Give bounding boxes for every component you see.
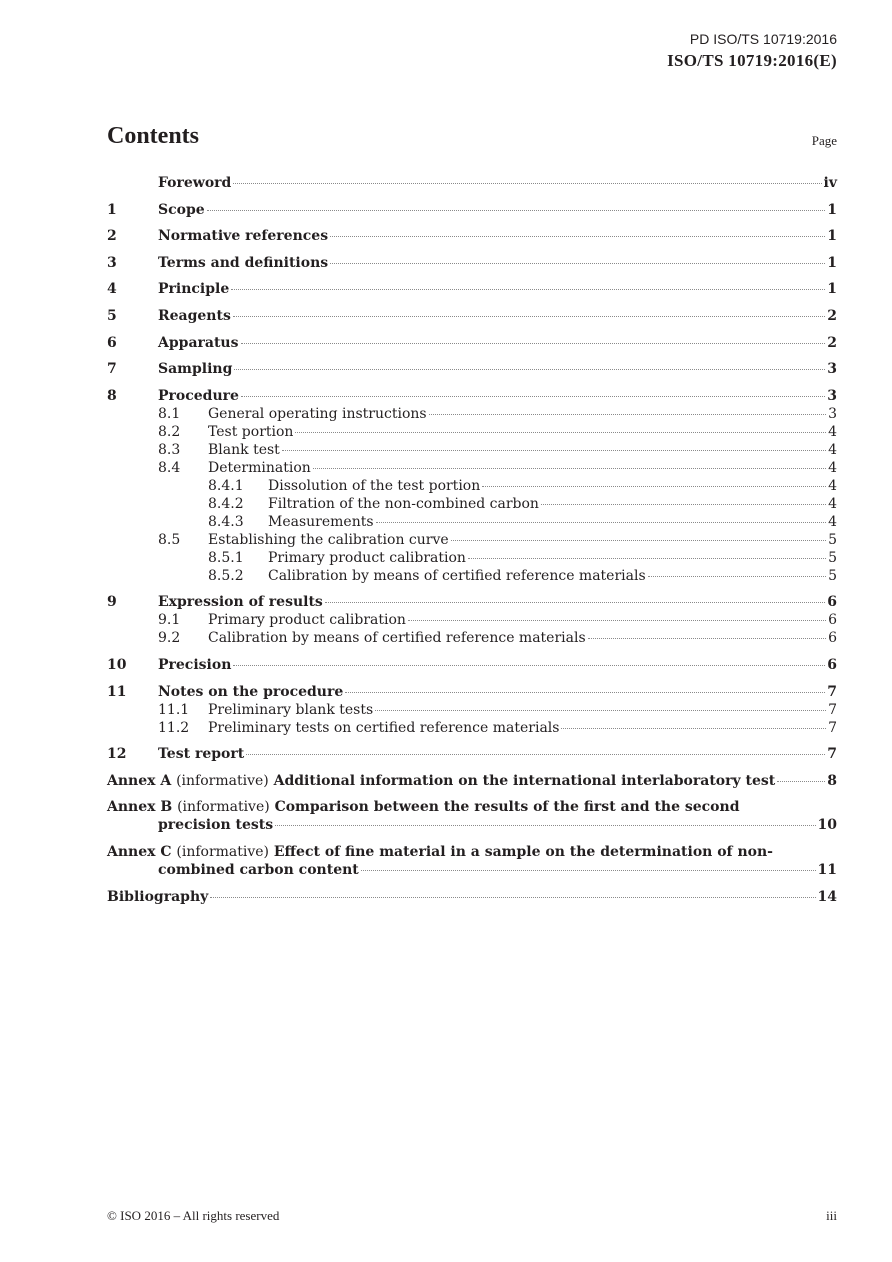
section-number: 2 <box>107 228 117 245</box>
section-number: 5 <box>107 307 117 324</box>
section-title[interactable]: Measurements <box>268 513 374 530</box>
toc-entry[interactable] <box>107 549 837 567</box>
page-reference: 7 <box>827 746 837 763</box>
section-title[interactable]: Preliminary tests on certified reference materials <box>208 719 560 736</box>
section-title[interactable]: Apparatus <box>158 334 239 351</box>
page-reference: 4 <box>828 459 837 476</box>
page-reference: 3 <box>828 405 837 422</box>
page-reference: 7 <box>827 683 837 700</box>
dot-leader <box>330 263 825 264</box>
toc-entry[interactable] <box>107 360 837 378</box>
page-reference: 4 <box>828 477 837 494</box>
dot-leader <box>210 897 815 898</box>
section-title[interactable]: Determination <box>208 459 311 476</box>
dot-leader <box>295 432 826 433</box>
page-reference: 6 <box>828 630 837 647</box>
dot-leader <box>241 343 826 344</box>
annex-entry[interactable] <box>107 798 837 834</box>
dot-leader <box>233 183 821 184</box>
toc-entry[interactable] <box>107 531 837 549</box>
annex-title-continuation <box>107 861 837 879</box>
toc-entry[interactable] <box>107 656 837 674</box>
dot-leader <box>246 754 825 755</box>
page-reference: 5 <box>828 531 837 548</box>
dot-leader <box>361 870 816 871</box>
section-title[interactable]: Filtration of the non-combined carbon <box>268 495 539 512</box>
page-number: iii <box>826 1208 837 1223</box>
page-reference: 4 <box>828 441 837 458</box>
section-number: 8.3 <box>158 441 181 458</box>
toc-entry[interactable] <box>107 423 837 441</box>
section-number: 3 <box>107 254 117 271</box>
section-number: 6 <box>107 334 117 351</box>
section-number: 8.5.2 <box>208 567 244 584</box>
page-reference: 10 <box>817 817 837 834</box>
annex-heading-line <box>107 772 837 790</box>
page-reference: 8 <box>827 772 837 789</box>
dot-leader <box>233 316 825 317</box>
dot-leader <box>588 638 826 639</box>
dot-leader <box>376 522 827 523</box>
dot-leader <box>234 369 825 370</box>
section-title[interactable]: Primary product calibration <box>268 549 466 566</box>
toc-entry[interactable] <box>107 611 837 629</box>
section-number: 11.1 <box>158 701 190 718</box>
annex-title[interactable]: precision tests <box>158 817 274 834</box>
page-reference: 4 <box>828 513 837 530</box>
dot-leader <box>408 620 826 621</box>
toc-entry-bibliography[interactable] <box>107 888 837 906</box>
toc-entry[interactable] <box>107 513 837 531</box>
annex-title[interactable]: Additional information on the international interlaboratory test <box>273 772 776 789</box>
annex-type: (informative) <box>176 843 270 860</box>
annex-entry[interactable] <box>107 772 837 790</box>
toc-entry[interactable] <box>107 593 837 611</box>
dot-leader <box>241 396 825 397</box>
section-title[interactable]: Reagents <box>158 307 231 324</box>
dot-leader <box>541 504 826 505</box>
toc-entry[interactable] <box>107 459 837 477</box>
toc-entry[interactable] <box>107 387 837 405</box>
annex-title[interactable]: combined carbon content <box>158 861 359 878</box>
dot-leader <box>375 710 826 711</box>
section-number: 9.1 <box>158 612 181 629</box>
dot-leader <box>561 728 826 729</box>
page-reference: 7 <box>828 719 837 736</box>
annex-label: Annex B <box>107 799 173 816</box>
section-title[interactable]: Primary product calibration <box>208 612 406 629</box>
annex-type: (informative) <box>176 772 269 789</box>
section-title[interactable]: General operating instructions <box>208 405 427 422</box>
page-reference: 5 <box>828 549 837 566</box>
copyright-notice: © ISO 2016 – All rights reserved <box>107 1208 280 1223</box>
section-title[interactable]: Bibliography <box>107 888 209 905</box>
section-title[interactable]: Test portion <box>208 423 294 440</box>
section-title[interactable]: Expression of results <box>158 594 323 611</box>
section-number: 7 <box>107 361 117 378</box>
section-title[interactable]: Precision <box>158 656 232 673</box>
page-column-label: Page <box>811 133 837 148</box>
section-number: 8.4.1 <box>208 477 244 494</box>
toc-entry[interactable] <box>107 745 837 763</box>
dot-leader <box>233 665 825 666</box>
toc-entry[interactable] <box>107 174 837 192</box>
toc-entry[interactable] <box>107 307 837 325</box>
dot-leader <box>325 602 825 603</box>
page-reference: 4 <box>828 495 837 512</box>
toc-entry[interactable] <box>107 683 837 701</box>
dot-leader <box>482 486 826 487</box>
toc-entry[interactable] <box>107 629 837 647</box>
section-number: 9 <box>107 594 117 611</box>
section-number: 11.2 <box>158 719 190 736</box>
section-number: 12 <box>107 746 127 763</box>
contents-title: Contents <box>107 123 200 149</box>
toc-entry[interactable] <box>107 441 837 459</box>
section-number: 8.5 <box>158 531 181 548</box>
page-reference: 4 <box>828 423 837 440</box>
section-number: 8.4.3 <box>208 513 244 530</box>
annex-title-continuation <box>107 816 837 834</box>
section-title[interactable]: Test report <box>158 746 245 763</box>
annex-heading <box>107 772 775 790</box>
page-reference: 6 <box>827 594 837 611</box>
page-reference: 6 <box>827 656 837 673</box>
dot-leader <box>275 825 815 826</box>
document-reference-line1: PD ISO/TS 10719:2016 <box>689 31 837 47</box>
section-title[interactable]: Calibration by means of certified reference materials <box>268 567 646 584</box>
section-title[interactable]: Calibration by means of certified reference materials <box>208 630 586 647</box>
section-number: 4 <box>107 281 117 298</box>
annex-heading-line <box>107 843 837 861</box>
toc-entry[interactable] <box>107 405 837 423</box>
dot-leader <box>648 576 826 577</box>
dot-leader <box>345 692 825 693</box>
page-reference: iv <box>823 175 837 191</box>
page-reference: 1 <box>827 281 837 298</box>
toc-entry[interactable] <box>107 477 837 495</box>
section-title[interactable]: Principle <box>158 281 230 298</box>
section-title[interactable]: Sampling <box>158 361 233 378</box>
page-reference: 14 <box>817 888 837 905</box>
section-number: 1 <box>107 201 117 218</box>
section-number: 9.2 <box>158 630 181 647</box>
section-title[interactable]: Preliminary blank tests <box>208 701 374 718</box>
annex-label: Annex A <box>107 772 172 789</box>
page-reference: 3 <box>827 387 837 404</box>
toc-entry[interactable] <box>107 280 837 298</box>
dot-leader <box>777 781 825 782</box>
annex-label: Annex C <box>107 843 172 860</box>
toc-entry[interactable] <box>107 701 837 719</box>
page-reference: 2 <box>827 307 837 324</box>
page-reference: 7 <box>828 701 837 718</box>
page-reference: 3 <box>827 361 837 378</box>
page-reference: 6 <box>828 612 837 629</box>
annex-type: (informative) <box>177 799 270 816</box>
section-number: 10 <box>107 656 127 673</box>
toc-entry[interactable] <box>107 495 837 513</box>
dot-leader <box>231 289 825 290</box>
toc-entry[interactable] <box>107 227 837 245</box>
annex-entry[interactable] <box>107 843 837 879</box>
annex-heading-line <box>107 798 837 816</box>
dot-leader <box>207 210 826 211</box>
table-of-contents <box>107 174 837 906</box>
section-title[interactable]: Scope <box>158 201 205 218</box>
document-reference-line2: ISO/TS 10719:2016(E) <box>667 51 837 70</box>
section-number: 8.4 <box>158 459 181 476</box>
section-title[interactable]: Blank test <box>208 441 280 458</box>
section-title[interactable]: Foreword <box>158 175 232 191</box>
section-title[interactable]: Terms and definitions <box>158 254 329 271</box>
section-number: 8 <box>107 387 117 404</box>
annex-title[interactable]: Effect of fine material in a sample on the determination of non- <box>273 843 773 860</box>
toc-entry[interactable] <box>107 201 837 219</box>
section-title[interactable]: Procedure <box>158 387 239 404</box>
dot-leader <box>468 558 826 559</box>
section-title[interactable]: Establishing the calibration curve <box>208 531 449 548</box>
section-number: 8.1 <box>158 405 181 422</box>
dot-leader <box>429 414 827 415</box>
toc-entry[interactable] <box>107 334 837 352</box>
page-reference: 11 <box>817 861 837 878</box>
section-number: 8.5.1 <box>208 549 244 566</box>
toc-entry[interactable] <box>107 254 837 272</box>
section-title[interactable]: Notes on the procedure <box>158 683 344 700</box>
section-number: 8.2 <box>158 423 181 440</box>
page-reference: 5 <box>828 567 837 584</box>
section-title[interactable]: Dissolution of the test portion <box>268 477 481 494</box>
section-number: 8.4.2 <box>208 495 244 512</box>
page-reference: 1 <box>827 228 837 245</box>
annex-title[interactable]: Comparison between the results of the first and the second <box>274 799 740 816</box>
section-title[interactable]: Normative references <box>158 228 329 245</box>
page-reference: 2 <box>827 334 837 351</box>
dot-leader <box>330 236 825 237</box>
dot-leader <box>282 450 826 451</box>
page-reference: 1 <box>827 201 837 218</box>
page-reference: 1 <box>827 254 837 271</box>
toc-entry[interactable] <box>107 719 837 737</box>
toc-entry[interactable] <box>107 567 837 585</box>
dot-leader <box>313 468 826 469</box>
section-number: 11 <box>107 683 127 700</box>
dot-leader <box>451 540 826 541</box>
